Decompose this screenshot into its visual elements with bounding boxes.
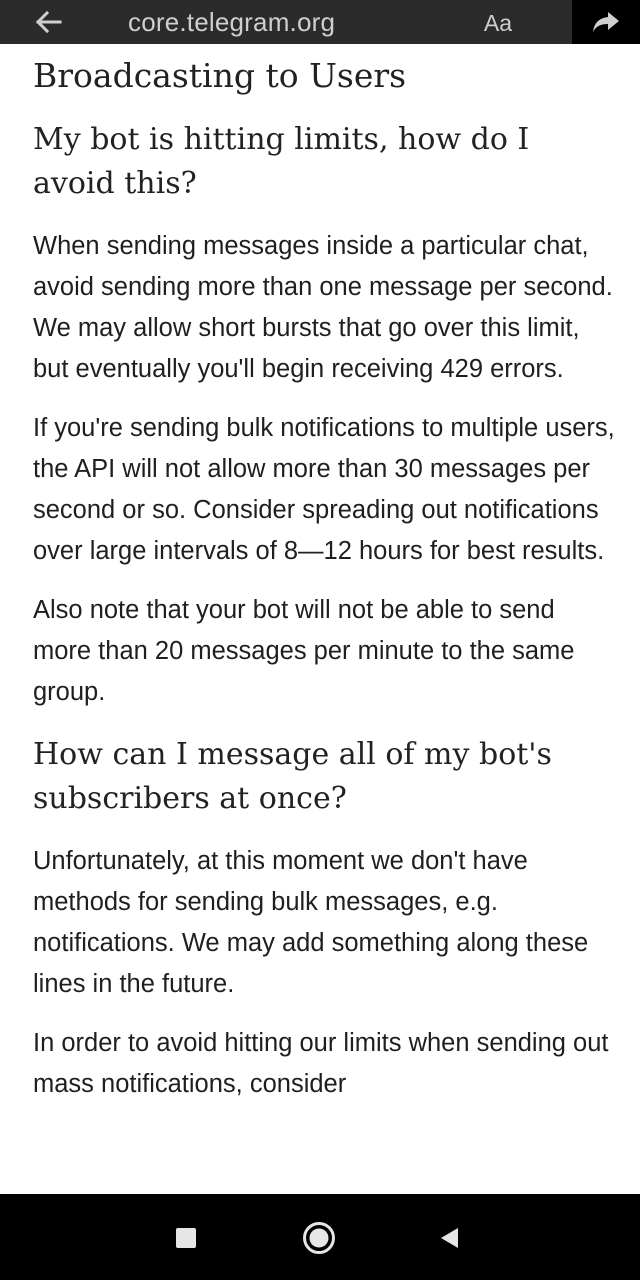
paragraph-bulk-notifications: If you're sending bulk notifications to multiple users, the API will not allow more than 30 messages per second or so. Consider spreading out notifications over large intervals of 8—12 hours for best results. [33,414,615,565]
question-heading-subscribers: How can I message all of my bot's subscribers at once? [33,737,552,816]
article-content [33,44,618,1194]
paragraph-mass-notifications: In order to avoid hitting our limits when sending out mass notifications, consider [33,1029,609,1098]
home-button[interactable] [293,1212,345,1264]
arrow-left-icon [34,10,62,34]
url-bar[interactable]: core.telegram.org [128,7,336,37]
recents-square-icon [175,1227,197,1249]
paragraph-chat-limits: When sending messages inside a particular chat, avoid sending more than one message per second. We may allow short bursts that go over this limit, but eventually you'll begin receiving 429 errors. [33,232,613,383]
share-arrow-icon [591,10,621,34]
system-navigation-bar [0,1194,640,1280]
text-size-button[interactable]: Aa [483,10,513,36]
paragraph-group-limits: Also note that your bot will not be able to send more than 20 messages per minute to the same group. [33,596,575,706]
share-button[interactable] [572,0,640,44]
question-heading-limits: My bot is hitting limits, how do I avoid this? [33,122,530,201]
back-button[interactable] [28,6,68,38]
back-triangle-icon [438,1226,462,1250]
section-title: Broadcasting to Users [33,56,407,95]
nav-back-button[interactable] [424,1212,476,1264]
recents-button[interactable] [160,1212,212,1264]
paragraph-bulk-methods: Unfortunately, at this moment we don't have methods for sending bulk messages, e.g. notifications. We may add something along these lines in the future. [33,847,589,998]
home-circle-icon [302,1221,336,1255]
browser-toolbar [0,0,640,44]
